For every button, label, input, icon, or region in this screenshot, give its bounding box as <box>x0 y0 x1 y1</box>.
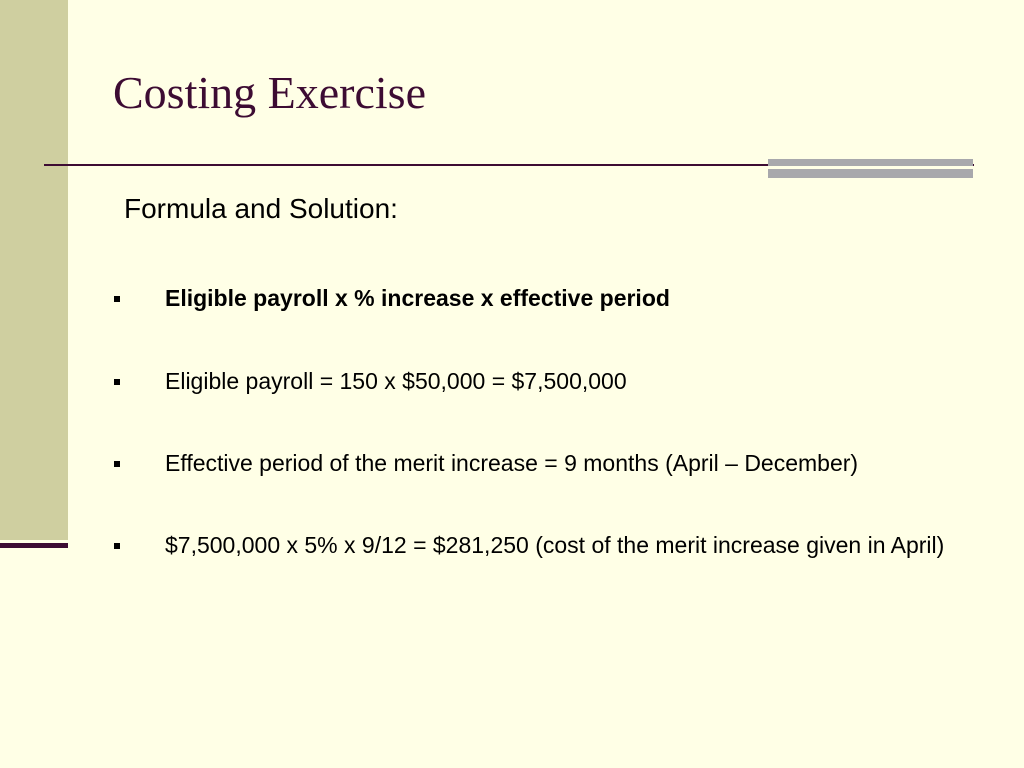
left-band-underline <box>0 543 68 548</box>
bullet-text: Effective period of the merit increase = 9 months (April – December) <box>165 450 859 476</box>
bullet-item-cost-calculation <box>110 529 990 562</box>
bullet-item-formula <box>110 282 990 315</box>
left-decorative-band <box>0 0 68 540</box>
bullet-text: Eligible payroll = 150 x $50,000 = $7,500,000 <box>165 368 627 394</box>
square-bullet-icon <box>114 379 120 385</box>
title-divider-accent-gap <box>768 166 973 169</box>
bullet-text: Eligible payroll x % increase x effective period <box>165 285 670 311</box>
bullet-text: $7,500,000 x 5% x 9/12 = $281,250 (cost of the merit increase given in April) <box>165 532 945 558</box>
square-bullet-icon <box>114 296 120 302</box>
bullet-item-effective-period <box>110 447 990 480</box>
bullet-list <box>110 282 990 562</box>
bullet-item-eligible-payroll <box>110 365 990 398</box>
slide-title: Costing Exercise <box>113 67 426 118</box>
slide-subtitle: Formula and Solution: <box>124 193 398 224</box>
square-bullet-icon <box>114 461 120 467</box>
square-bullet-icon <box>114 543 120 549</box>
